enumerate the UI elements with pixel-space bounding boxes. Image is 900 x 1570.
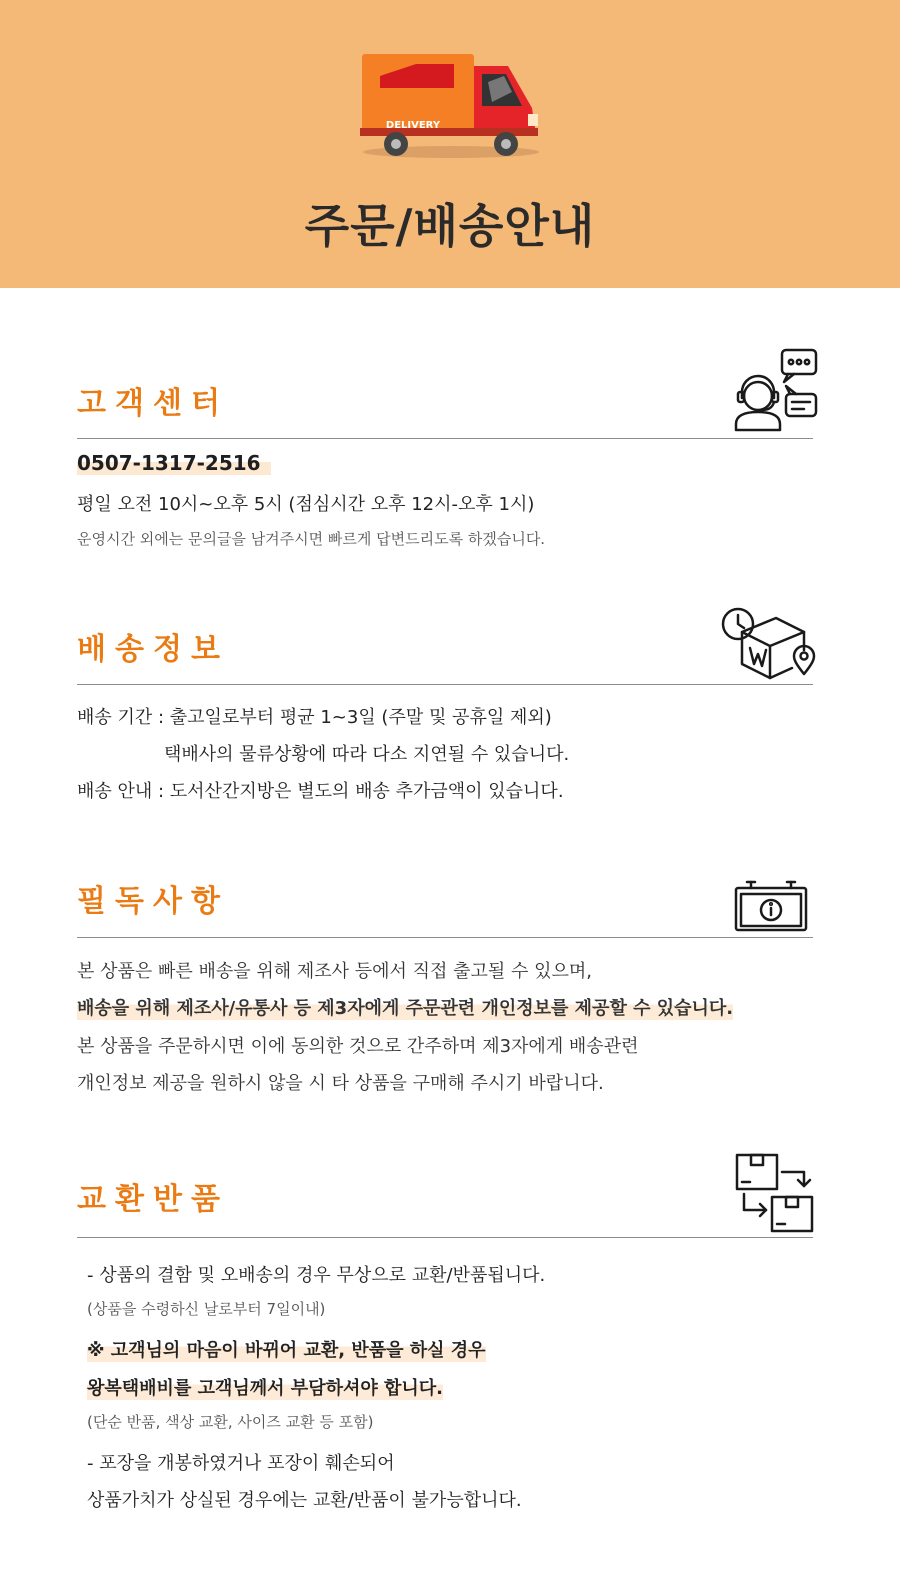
exchange-line-1: - 상품의 결함 및 오배송의 경우 무상으로 교환/반품됩니다. xyxy=(87,1265,546,1286)
section-title-must-read: 필독사항 xyxy=(77,884,229,919)
section-title-customer-center: 고객센터 xyxy=(77,386,229,421)
must-read-line-2: 배송을 위해 제조사/유통사 등 제3자에게 주문관련 개인정보를 제공할 수 있습니다. xyxy=(77,994,733,1020)
exchange-line-2: (상품을 수령하신 날로부터 7일이내) xyxy=(87,1300,326,1318)
must-read-line-1: 본 상품은 빠른 배송을 위해 제조사 등에서 직접 출고될 수 있으며, xyxy=(77,961,593,982)
business-hours: 평일 오전 10시~오후 5시 (점심시간 오후 12시-오후 1시) xyxy=(77,494,535,515)
delivery-truck-icon xyxy=(356,48,546,166)
section-title-exchange-return: 교환반품 xyxy=(77,1182,229,1217)
shipping-remote-note: 배송 안내 : 도서산간지방은 별도의 배송 추가금액이 있습니다. xyxy=(77,781,564,802)
phone-number: 0507-1317-2516 xyxy=(77,451,271,475)
exchange-line-5: (단순 반품, 색상 교환, 사이즈 교환 등 포함) xyxy=(87,1413,374,1431)
divider xyxy=(77,1237,813,1238)
divider xyxy=(77,937,813,938)
info-board-icon xyxy=(733,878,809,932)
box-clock-location-icon xyxy=(720,606,820,680)
shipping-period: 배송 기간 : 출고일로부터 평균 1~3일 (주말 및 공휴일 제외) xyxy=(77,707,552,728)
divider xyxy=(77,684,813,685)
divider xyxy=(77,438,813,439)
truck-label: DELIVERY xyxy=(385,120,441,131)
section-title-shipping: 배송정보 xyxy=(77,632,229,667)
box-exchange-icon xyxy=(734,1152,816,1234)
exchange-line-4: 왕복택배비를 고객님께서 부담하셔야 합니다. xyxy=(87,1374,443,1400)
header-banner xyxy=(0,0,900,288)
shipping-delay-note: 택배사의 물류상황에 따라 다소 지연될 수 있습니다. xyxy=(164,744,570,765)
after-hours-note: 운영시간 외에는 문의글을 남겨주시면 빠르게 답변드리도록 하겠습니다. xyxy=(77,530,546,548)
exchange-line-6: - 포장을 개봉하였거나 포장이 훼손되어 xyxy=(87,1453,395,1474)
exchange-line-7: 상품가치가 상실된 경우에는 교환/반품이 불가능합니다. xyxy=(87,1490,522,1511)
page-title: 주문/배송안내 xyxy=(304,199,596,253)
exchange-line-3: ※ 고객님의 마음이 바뀌어 교환, 반품을 하실 경우 xyxy=(87,1336,486,1362)
headset-agent-chat-icon xyxy=(732,346,820,432)
must-read-line-4: 개인정보 제공을 원하시 않을 시 타 상품을 구매해 주시기 바랍니다. xyxy=(77,1073,604,1094)
must-read-line-3: 본 상품을 주문하시면 이에 동의한 것으로 간주하며 제3자에게 배송관련 xyxy=(77,1036,639,1057)
